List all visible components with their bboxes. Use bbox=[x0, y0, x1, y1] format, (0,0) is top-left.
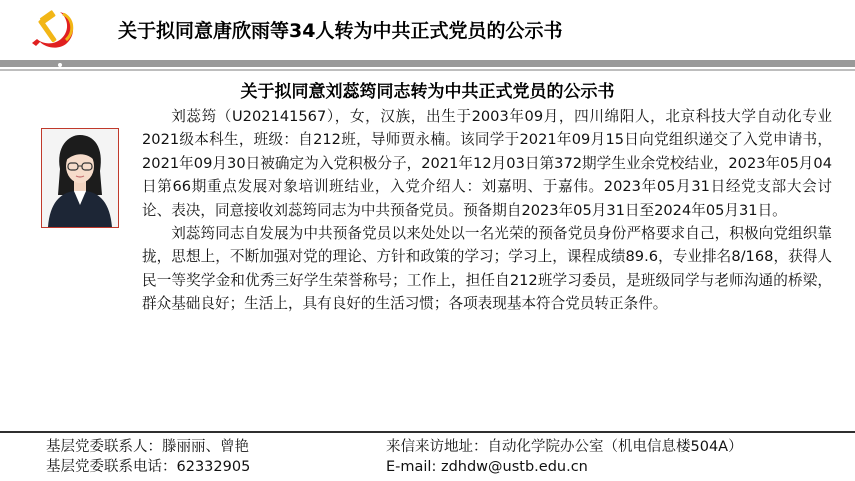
header-bar bbox=[0, 0, 855, 60]
notice-body bbox=[142, 105, 832, 316]
header-divider bbox=[0, 60, 855, 67]
party-emblem-icon bbox=[30, 8, 80, 52]
header-divider-thin bbox=[0, 69, 855, 71]
contact-person: 基层党委联系人：滕丽丽、曾艳 bbox=[46, 439, 249, 455]
notice-paragraph: 刘蕊筠（U202141567），女，汉族，出生于2003年09月，四川绵阳人，北京科技大学自动化专业2021级本科生，班级：自212班，导师贾永楠。该同学于2021年09月15日向党组织递交了入党申请书，2021年09月30日被确定为入党积极分子，2021年12月03日第372期学生业余党校结业，2023年05月04日第66期重点发展对象培训班结业，入党介绍人：刘嘉明、于嘉伟。2023年05月31日经党支部大会讨论、表决，同意接收刘蕊筠同志为中共预备党员。预备期自2023年05月31日至2024年05月31日。 bbox=[142, 108, 832, 219]
footer-divider bbox=[0, 431, 855, 433]
visit-address: 来信来访地址：自动化学院办公室（机电信息楼504A） bbox=[386, 439, 743, 455]
email-link[interactable]: E-mail: zdhdw@ustb.edu.cn bbox=[386, 459, 588, 475]
portrait-image bbox=[42, 129, 118, 227]
notice-paragraph: 刘蕊筠同志自发展为中共预备党员以来处处以一名光荣的预备党员身份严格要求自己，积极向党组织靠拢，思想上，不断加强对党的理论、方针和政策的学习；学习上，课程成绩89.6，专业排名8/168，获得人民一等奖学金和优秀三好学生荣誉称号；工作上，担任自212班学习委员，是班级同学与老师沟通的桥梁，群众基础良好；生活上，具有良好的生活习惯；各项表现基本符合党员转正条件。 bbox=[142, 225, 832, 313]
notice-title: 关于拟同意刘蕊筠同志转为中共正式党员的公示书 bbox=[240, 82, 615, 102]
contact-phone: 基层党委联系电话：62332905 bbox=[46, 459, 251, 475]
page-title: 关于拟同意唐欣雨等34人转为中共正式党员的公示书 bbox=[118, 20, 563, 42]
divider-dot bbox=[58, 63, 62, 67]
portrait-photo bbox=[41, 128, 119, 228]
